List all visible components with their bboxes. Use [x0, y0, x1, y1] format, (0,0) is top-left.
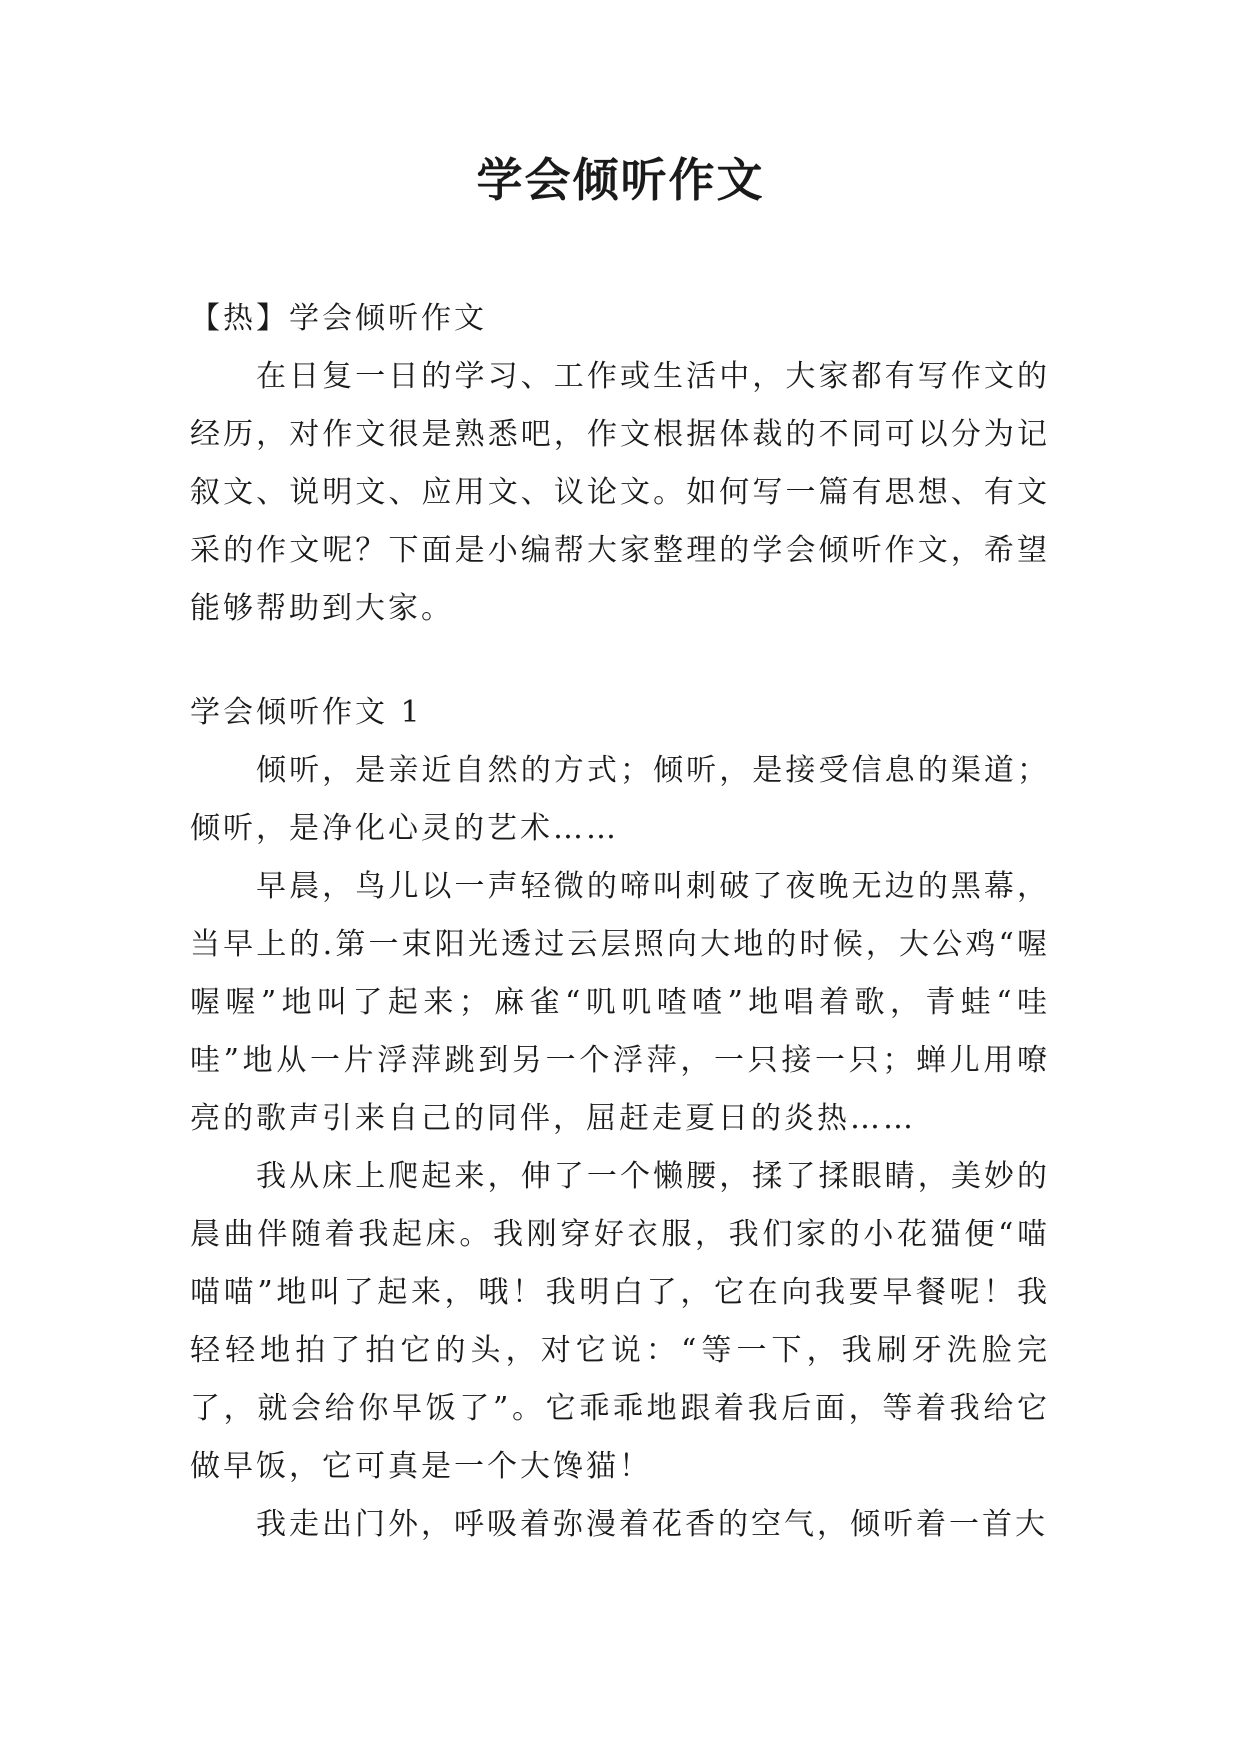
article-body: [190, 290, 1050, 1554]
lead-heading: 【热】学会倾听作文: [190, 301, 487, 336]
body-paragraph: 我走出门外，呼吸着弥漫着花香的空气，倾听着一首大: [256, 1507, 1048, 1542]
section-heading: 学会倾听作文 1: [190, 695, 423, 730]
body-paragraph: 早晨，鸟儿以一声轻微的啼叫刺破了夜晚无边的黑幕，当早上的.第一束阳光透过云层照向大地的时候，大公鸡“喔喔喔”地叫了起来；麻雀“叽叽喳喳”地唱着歌，青蛙“哇哇”地从一片浮萍跳到另一个浮萍，一只接一只；蝉儿用嘹亮的歌声引来自己的同伴，屈赶走夏日的炎热……: [190, 869, 1050, 1136]
body-paragraph: 我从床上爬起来，伸了一个懒腰，揉了揉眼睛，美妙的晨曲伴随着我起床。我刚穿好衣服，我们家的小花猫便“喵喵喵”地叫了起来，哦！我明白了，它在向我要早餐呢！我轻轻地拍了拍它的头，对它说：“等一下，我刷牙洗脸完了，就会给你早饭了”。它乖乖地跟着我后面，等着我给它做早饭，它可真是一个大馋猫！: [190, 1159, 1050, 1484]
page-title: 学会倾听作文: [476, 153, 765, 207]
body-paragraph: 倾听，是亲近自然的方式；倾听，是接受信息的渠道；倾听，是净化心灵的艺术……: [190, 753, 1050, 846]
intro-paragraph: 在日复一日的学习、工作或生活中，大家都有写作文的经历，对作文很是熟悉吧，作文根据体裁的不同可以分为记叙文、说明文、应用文、议论文。如何写一篇有思想、有文采的作文呢？下面是小编帮大家整理的学会倾听作文，希望能够帮助到大家。: [190, 359, 1050, 626]
